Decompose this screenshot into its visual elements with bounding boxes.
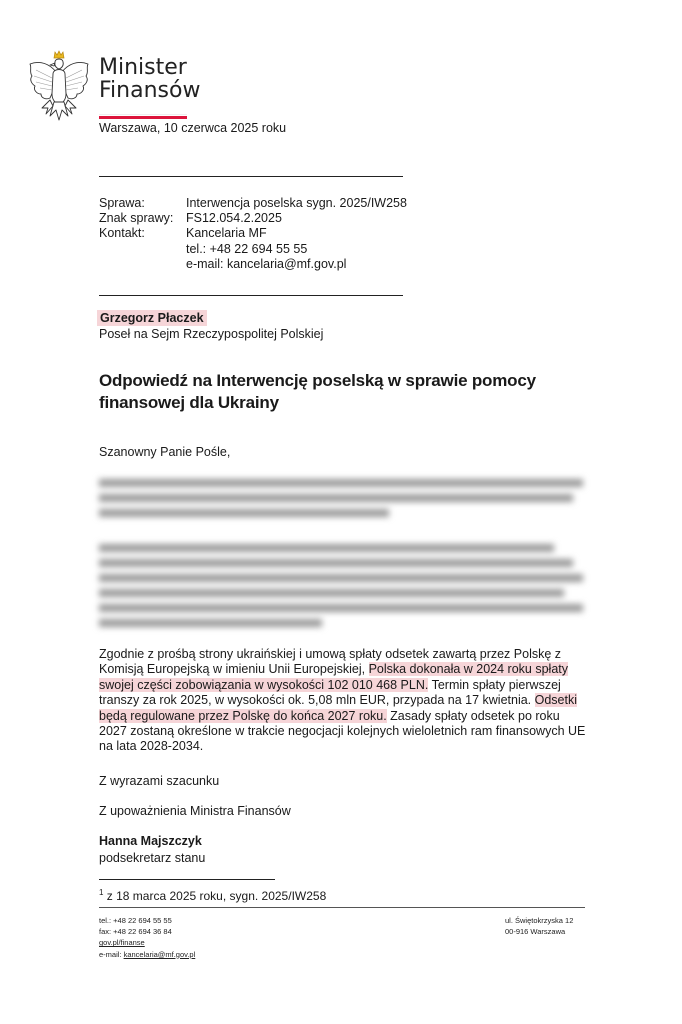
body-highlight-2: Odsetki będą regulowane przez Polskę do końca 2027 roku.: [99, 693, 578, 723]
footnote-text: z 18 marca 2025 roku, sygn. 2025/IW258: [103, 889, 327, 903]
signer-name: Hanna Majszczyk: [99, 834, 202, 848]
recipient-role: Poseł na Sejm Rzeczypospolitej Polskiej: [99, 327, 324, 341]
body-highlight-1: Polska dokonała w 2024 roku spłaty swojej części zobowiązania w wysokości 102 010 468 PLN.: [99, 662, 568, 692]
body-paragraph: [99, 647, 587, 755]
redacted-line: [99, 479, 583, 487]
kontakt-line: e-mail: kancelaria@mf.gov.pl: [186, 256, 347, 271]
footer-street: ul. Świętokrzyska 12: [505, 916, 574, 925]
redacted-line: [99, 574, 583, 582]
znak-label: Znak sprawy:: [99, 211, 174, 226]
footnote: [99, 888, 326, 903]
signer-role: podsekretarz stanu: [99, 851, 206, 865]
divider-top: [99, 176, 403, 177]
footer-divider: [99, 907, 585, 908]
footer-web-text[interactable]: gov.pl/finanse: [99, 938, 145, 948]
footer-email-label: e-mail:: [99, 949, 124, 959]
white-eagle-emblem-icon: [26, 50, 92, 126]
redacted-line: [99, 589, 564, 597]
redacted-line: [99, 544, 554, 552]
kontakt-label: Kontakt:: [99, 226, 145, 241]
redacted-line: [99, 494, 573, 502]
footer-address: [505, 915, 573, 937]
redacted-line: [99, 604, 583, 612]
letter-date: Warszawa, 10 czerwca 2025 roku: [99, 121, 287, 135]
znak-value: FS12.054.2.2025: [186, 211, 282, 226]
footer-city: 00-916 Warszawa: [505, 927, 566, 937]
letter-title: Odpowiedź na Interwencję poselską w sprawie pomocy finansowej dla Ukrainy: [99, 371, 536, 412]
salutation: Szanowny Panie Pośle,: [99, 445, 231, 459]
kontakt-line: tel.: +48 22 694 55 55: [186, 241, 308, 256]
body-text: Zgodnie z prośbą strony ukraińskiej i umową spłaty odsetek zawartą przez Polskę z Komisją Europejską w imieniu Unii Europejskiej,: [99, 647, 562, 677]
redacted-paragraph-2: [99, 540, 583, 634]
recipient-name: Grzegorz Płaczek: [97, 310, 207, 326]
kontakt-line: Kancelaria MF: [186, 226, 267, 241]
closing-regards: Z wyrazami szacunku: [99, 774, 220, 788]
footer-email-row: [99, 949, 195, 960]
logo-wordmark: [99, 56, 200, 102]
body-text: Termin spłaty pierwszej transzy za rok 2025, w wysokości ok. 5,08 mln EUR, przypada na 17 kwietnia.: [99, 677, 561, 708]
divider-middle: [99, 295, 403, 296]
redacted-line: [99, 619, 322, 627]
body-text: Zasady spłaty odsetek po roku 2027 zostaną określone w trakcie negocjacji kolejnych wieloletnich ram finansowych UE na lata 2028-2034.: [99, 708, 586, 754]
logo-line-1: Minister: [99, 55, 187, 80]
footnote-mark: 1: [99, 888, 104, 897]
closing-authority: Z upoważnienia Ministra Finansów: [99, 804, 291, 818]
redacted-line: [99, 559, 573, 567]
redacted-paragraph-1: [99, 475, 583, 524]
footnote-divider: [99, 879, 275, 880]
footer-web-link[interactable]: [99, 937, 195, 948]
sprawa-value: Interwencja poselska sygn. 2025/IW258: [186, 196, 407, 210]
flag-bar: [99, 114, 187, 117]
sprawa-label: Sprawa:: [99, 196, 145, 210]
redacted-line: [99, 509, 389, 517]
footer-contact: [99, 915, 195, 960]
footer-fax: fax: +48 22 694 36 84: [99, 927, 172, 937]
footer-tel: tel.: +48 22 694 55 55: [99, 916, 172, 925]
footer-email-link[interactable]: kancelaria@mf.gov.pl: [123, 949, 196, 959]
logo-line-2: Finansów: [99, 78, 201, 103]
flag-red-stripe: [99, 116, 187, 119]
kontakt-value: [186, 226, 407, 272]
case-metadata: [99, 196, 407, 272]
